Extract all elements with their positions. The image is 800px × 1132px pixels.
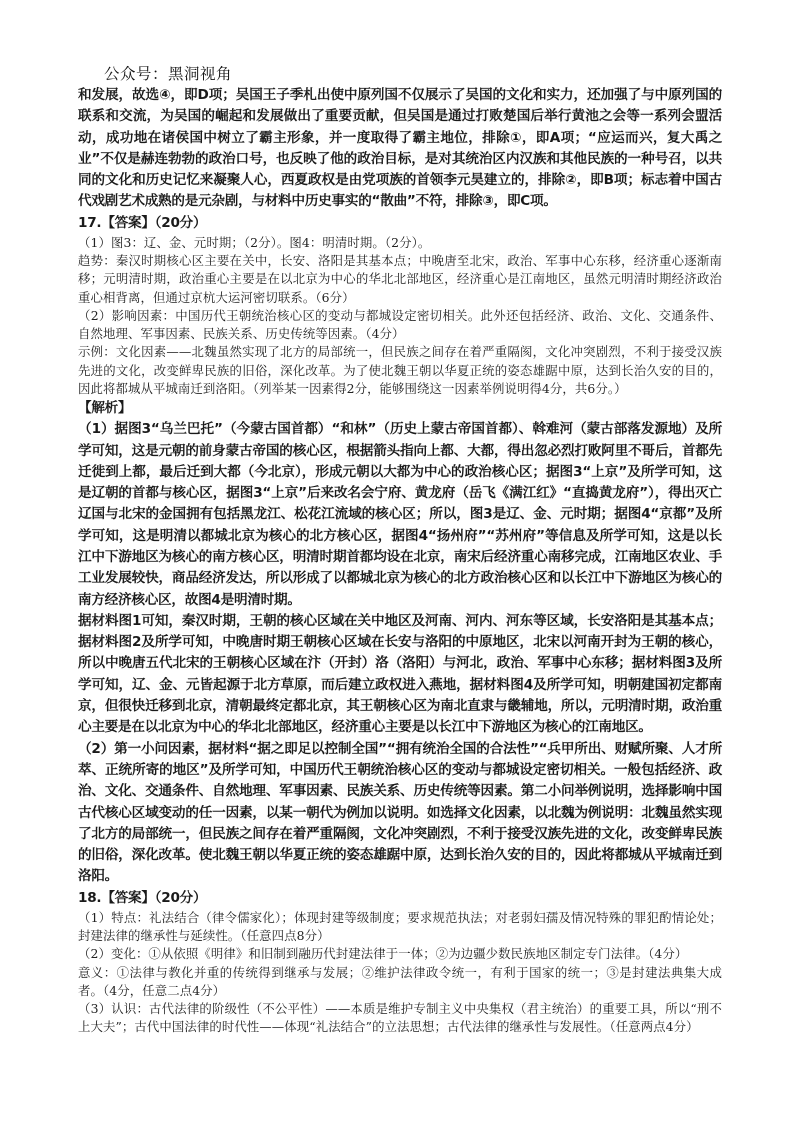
q17-analysis-part1: （1）据图3“乌兰巴托”（今蒙古国首都）“和林”（历史上蒙古帝国首都）、斡难河（蒙古部落发源地）及所学可知，这是元朝的前身蒙古帝国的核心区，根据箭头指向上都、大都，得出忽必烈打败阿里不哥后，首都先迁徙到上都，最后迁到大都（今北京），形成元朝以大都为中心的政治核心区；据图3“上京”及所学可知，这是辽朝的首都与核心区，据图3“上京”后来改名会宁府、黄龙府（岳飞《满江红》“直捣黄龙府”），得出灭亡辽国与北宋的金国拥有包括黑龙江、松花江流域的核心区；所以，图3是辽、金、元时期；据图4“京都”及所学可知，这是明清以都城北京为核心的北方核心区，据图4“扬州府”“苏州府”等信息及所学可知，这是以长江中下游地区为核心的南方核心区，明清时期首都均设在北京，南宋后经济重心南移完成，江南地区农业、手工业发展较快，商品经济发达，所以形成了以都城北京为核心的北方政治核心区和以长江中下游地区为核心的南方经济核心区，故图4是明清时期。 [78, 421, 722, 608]
q16-explanation-paragraph: 和发展，故选④，即D项；吴国王子季札出使中原列国不仅展示了吴国的文化和实力，还加强了与中原列国的联系和交流，为吴国的崛起和发展做出了重要贡献，但吴国是通过打败楚国后举行黄池之会等一系列会盟活动，成功地在诸侯国中树立了霸主形象，并一度取得了霸主地位，排除①，即A项；“应运而兴，复大禹之业”不仅是赫连勃勃的政治口号，也反映了他的政治目标，是对其统治区内汉族和其他民族的一种号召，以共同的文化和历史记忆来凝聚人心，西夏政权是由党项族的首领李元昊建立的，排除②，即B项；标志着中国古代戏剧艺术成熟的是元杂剧，与材料中历史事实的“散曲”不符，排除③，即C项。 [78, 87, 722, 210]
q17-answer-part1: （1）图3：辽、金、元时期；（2分）。图4：明清时期。（2分）。 [78, 235, 431, 251]
q17-analysis-part1-materials: 据材料图1可知，秦汉时期，王朝的核心区域在关中地区及河南、河内、河东等区域，长安洛阳是其基本点；据材料图2及所学可知，中晚唐时期王朝核心区域在长安与洛阳的中原地区，北宋以河南开封为王朝的核心，所以中晚唐五代北宋的王朝核心区域在汴（开封）洛（洛阳）与河北，政治、军事中心东移；据材料图3及所学可知，辽、金、元皆起源于北方草原，而后建立政权进入燕地，据材料图4及所学可知，明朝建国初定都南京，但很快迁移到北京，清朝最终定都北京，其王朝核心区为南北直隶与畿辅地，所以，元明清时期，政治重心主要是在以北京为中心的华北北部地区，经济重心主要是以长江中下游地区为核心的江南地区。 [78, 612, 722, 736]
q18-answer-part3: （3）认识：古代法律的阶级性（不公平性）——本质是维护专制主义中央集权（君主统治）的重要工具，所以“刑不上大夫”；古代中国法律的时代性——体现“礼法结合”的立法思想；古代法律的继承性与发展性。（任意两点4分） [78, 1001, 722, 1035]
q18-answer-part2: （2）变化：①从依照《明律》和旧制到融历代封建法律于一体；②为边疆少数民族地区制定专门法律。（4分） [78, 946, 688, 962]
watermark: 公众号：黑洞视角 [104, 65, 233, 83]
q18-answer-heading: 18.【答案】（20分） [78, 889, 207, 906]
q17-analysis-heading: 【解析】 [78, 399, 132, 416]
q17-answer-trend: 趋势：秦汉时期核心区主要在关中，长安、洛阳是其基本点；中晚唐至北宋，政治、军事中心东移，经济重心逐渐南移；元明清时期，政治重心主要是在以北京为中心的华北北部地区，经济重心是江南地区，虽然元明清时期经济政治重心相背离，但通过京杭大运河密切联系。（6分） [78, 253, 722, 305]
q17-answer-example: 示例：文化因素——北魏虽然实现了北方的局部统一，但民族之间存在着严重隔阂，文化冲突剧烈，不利于接受汉族先进的文化，改变鲜卑民族的旧俗，深化改革。为了使北魏王朝以华夏正统的姿态雄踞中原，达到长治久安的目的，因此将都城从平城南迁到洛阳。（列举某一因素得2分，能够围绕这一因素举例说明得4分，共6分。） [78, 344, 722, 396]
q18-answer-meaning: 意义：①法律与教化并重的传统得到继承与发展；②维护法律政令统一，有利于国家的统一；③是封建法典集大成者。（4分，任意二点4分） [78, 964, 722, 998]
q17-answer-heading: 17.【答案】（20分） [78, 214, 207, 231]
q17-analysis-part2: （2）第一小问因素，据材料“据之即足以控制全国”“拥有统治全国的合法性”“兵甲所出、财赋所聚、人才所萃、正统所寄的地区”及所学可知，中国历代王朝统治核心区的变动与都城设定密切相关。一般包括经济、政治、文化、交通条件、自然地理、军事因素、民族关系、历史传统等因素。第二小问举例说明，选择影响中国古代核心区域变动的任一因素，以某一朝代为例加以说明。如选择文化因素，以北魏为例说明：北魏虽然实现了北方的局部统一，但民族之间存在着严重隔阂，文化冲突剧烈，不利于接受汉族先进的文化，改变鲜卑民族的旧俗，深化改革。使北魏王朝以华夏正统的姿态雄踞中原，达到长治久安的目的，因此将都城从平城南迁到洛阳。 [78, 740, 722, 885]
q18-answer-part1: （1）特点：礼法结合（律令儒家化）；体现封建等级制度；要求规范执法；对老弱妇孺及情况特殊的罪犯酌情论处；封建法律的继承性与延续性。（任意四点8分） [78, 910, 722, 944]
q17-answer-part2: （2）影响因素：中国历代王朝统治核心区的变动与都城设定密切相关。此外还包括经济、政治、文化、交通条件、自然地理、军事因素、民族关系、历史传统等因素。（4分） [78, 307, 722, 342]
document-body [78, 85, 722, 1036]
